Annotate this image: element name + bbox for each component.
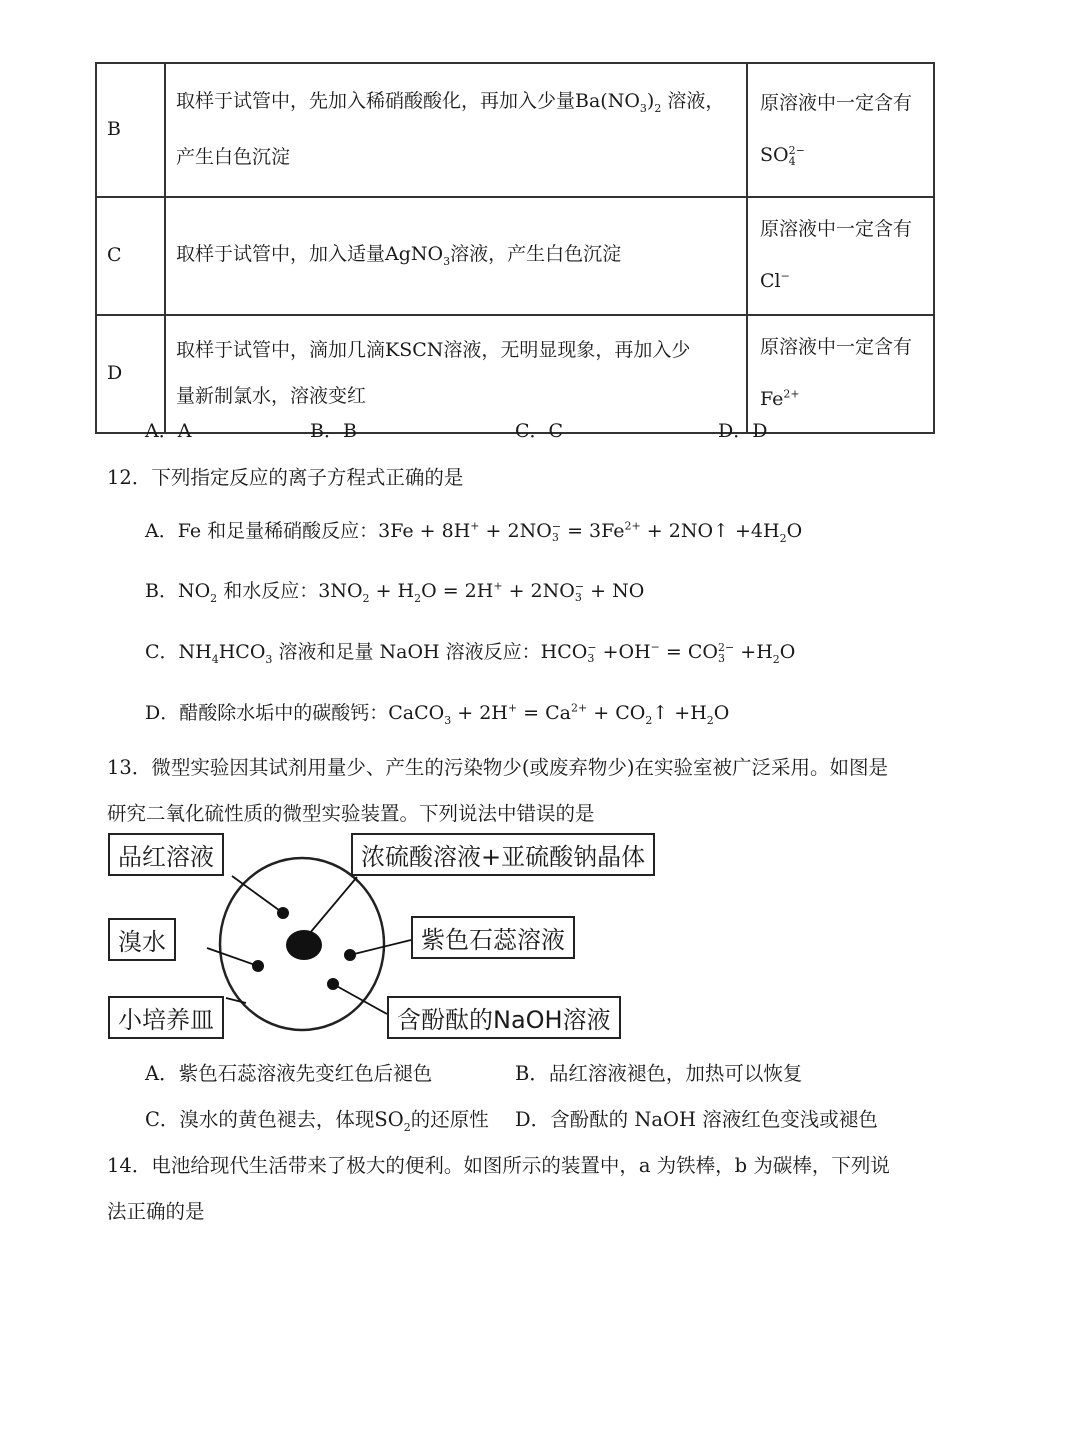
- conclusion-cell: 原溶液中一定含有 $Fe^{2+}$: [747, 315, 934, 433]
- label-pinhong: 品红溶液: [108, 833, 224, 876]
- litmus-dot: [344, 949, 356, 961]
- petri-dish-circle: [220, 858, 384, 1030]
- experiment-table: [95, 62, 935, 434]
- conclusion-cell: 原溶液中一定含有 Cl−: [747, 197, 934, 315]
- q11-option-a: A．A: [145, 420, 192, 442]
- q13-option-a: A．紫色石蕊溶液先变红色后褪色: [145, 1062, 433, 1085]
- bromine-leader-line: [207, 948, 258, 966]
- litmus-leader-line: [350, 940, 411, 955]
- row-label: B: [96, 63, 165, 197]
- pinhong-leader-line: [232, 876, 283, 913]
- q12-option-c: C．$NH_4HCO_3$ 溶液和足量 NaOH 溶液反应：HCO − 3 +OH− = CO 2− 3 $+H_2O$: [145, 640, 796, 666]
- label-dish: 小培养皿: [108, 996, 224, 1039]
- conclusion-cell: 原溶液中一定含有 SO 2− 4: [747, 63, 934, 197]
- q12-option-a: A．Fe 和足量稀硝酸反应：3Fe + 8H+ + 2NO − 3 = $3Fe^{2+}$ + 2NO↑ $+4H_2O$: [145, 519, 803, 545]
- q11-option-c: C．C: [515, 420, 564, 442]
- label-phenolphthalein: 含酚酞的NaOH溶液: [387, 996, 621, 1039]
- q12-stem: 12．下列指定反应的离子方程式正确的是: [107, 466, 464, 489]
- bromine-dot: [252, 960, 264, 972]
- phenol-dot: [327, 978, 339, 990]
- q13-stem-line2: 研究二氧化硫性质的微型实验装置。下列说法中错误的是: [107, 802, 595, 825]
- q14-stem-line1: 14．电池给现代生活带来了极大的便利。如图所示的装置中，a 为铁棒，b 为碳棒，下列说: [107, 1154, 890, 1177]
- label-concentrated-acid: 浓硫酸溶液+亚硫酸钠晶体: [351, 833, 655, 876]
- table-row: [96, 197, 934, 315]
- q13-option-b: B．品红溶液褪色，加热可以恢复: [515, 1062, 803, 1085]
- q12-option-d: D．醋酸除水垢中的碳酸钙：CaCO$_3$ + $2H^+ = Ca^{2+}$ + $CO_2↑ +H_2O$: [145, 701, 730, 727]
- q14-stem-line2: 法正确的是: [107, 1200, 205, 1223]
- q12-option-b: B．$NO_2$ 和水反应：$3NO_2 + H_2O = 2H^+ + 2NO$ − 3 + NO: [145, 579, 645, 605]
- procedure-cell: 取样于试管中，加入适量AgNO$_3$溶液，产生白色沉淀: [165, 197, 747, 315]
- q11-option-d: D．D: [718, 420, 768, 442]
- pinhong-dot: [277, 907, 289, 919]
- q11-option-b: B．B: [310, 420, 357, 442]
- q13-option-c: C．溴水的黄色褪去，体现$SO_2$的还原性: [145, 1108, 489, 1134]
- phenol-leader-line: [333, 984, 387, 1014]
- procedure-cell: 取样于试管中，滴加几滴KSCN溶液，无明显现象，再加入少 量新制氯水，溶液变红: [165, 315, 747, 433]
- center-reagent-dot: [286, 930, 322, 960]
- q13-option-d: D．含酚酞的 NaOH 溶液红色变浅或褪色: [515, 1108, 878, 1131]
- row-label: D: [96, 315, 165, 433]
- row-label: C: [96, 197, 165, 315]
- concentrated-leader-line: [304, 877, 357, 940]
- procedure-cell: 取样于试管中，先加入稀硝酸酸化，再加入少量$Ba(NO_3)_2$ 溶液， 产生白色沉淀: [165, 63, 747, 197]
- label-bromine: 溴水: [108, 918, 176, 961]
- table-row: [96, 63, 934, 197]
- dish-leader-line: [226, 998, 246, 1003]
- q13-stem-line1: 13．微型实验因其试剂用量少、产生的污染物少(或废弃物少)在实验室被广泛采用。如图是: [107, 756, 889, 779]
- label-litmus: 紫色石蕊溶液: [411, 916, 575, 959]
